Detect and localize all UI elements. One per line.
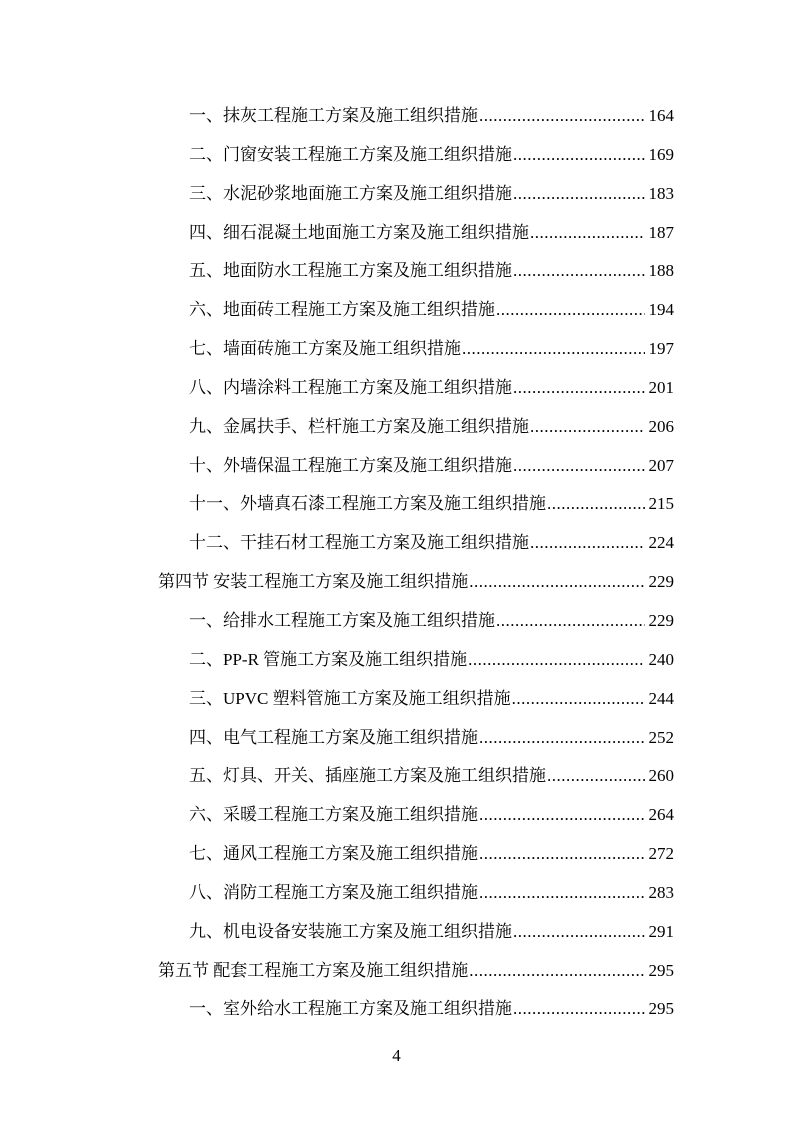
dot-leader	[469, 952, 645, 991]
toc-entry-page: 229	[648, 610, 674, 630]
toc-entry-title: 五、灯具、开关、插座施工方案及施工组织措施	[189, 766, 546, 786]
toc-entry[interactable]	[158, 602, 674, 641]
toc-entry[interactable]	[158, 447, 674, 486]
toc-entry[interactable]	[158, 252, 674, 291]
toc-entry[interactable]	[158, 524, 674, 563]
toc-entry[interactable]	[158, 97, 674, 136]
toc-entry-page: 187	[648, 222, 674, 242]
dot-leader	[530, 214, 645, 253]
toc-entry[interactable]	[158, 408, 674, 447]
toc-entry-page: 224	[648, 533, 674, 553]
toc-entry-title: 四、细石混凝土地面施工方案及施工组织措施	[189, 222, 529, 242]
table-of-contents	[158, 97, 674, 1029]
dot-leader	[512, 680, 645, 719]
toc-entry[interactable]	[158, 175, 674, 214]
toc-entry[interactable]	[158, 330, 674, 369]
dot-leader	[462, 330, 645, 369]
toc-entry[interactable]	[158, 796, 674, 835]
toc-entry-page: 183	[648, 183, 674, 203]
toc-entry[interactable]	[158, 913, 674, 952]
dot-leader	[469, 563, 645, 602]
toc-entry-page: 260	[648, 766, 674, 786]
toc-entry-page: 215	[648, 494, 674, 514]
toc-entry-title: 九、机电设备安装施工方案及施工组织措施	[189, 921, 512, 941]
toc-section-entry[interactable]	[158, 563, 674, 602]
toc-entry-title: 八、消防工程施工方案及施工组织措施	[189, 882, 478, 902]
toc-entry[interactable]	[158, 291, 674, 330]
toc-entry[interactable]	[158, 369, 674, 408]
toc-entry[interactable]	[158, 990, 674, 1029]
toc-entry-page: 206	[648, 416, 674, 436]
toc-entry-page: 164	[648, 106, 674, 125]
toc-entry-page: 197	[648, 339, 674, 359]
toc-entry[interactable]	[158, 214, 674, 253]
toc-entry-page: 201	[648, 377, 674, 397]
dot-leader	[513, 136, 645, 175]
toc-entry-page: 169	[648, 144, 674, 164]
toc-entry[interactable]	[158, 874, 674, 913]
page-number: 4	[392, 1046, 401, 1065]
dot-leader	[496, 291, 645, 330]
toc-entry[interactable]	[158, 136, 674, 175]
toc-entry[interactable]	[158, 835, 674, 874]
toc-entry-page: 229	[648, 572, 674, 592]
toc-entry-title: 十、外墙保温工程施工方案及施工组织措施	[189, 455, 512, 475]
dot-leader	[547, 757, 645, 796]
dot-leader	[479, 97, 645, 136]
dot-leader	[513, 175, 645, 214]
toc-entry-title: 六、采暖工程施工方案及施工组织措施	[189, 805, 478, 825]
toc-entry[interactable]	[158, 719, 674, 758]
toc-entry-title: 八、内墙涂料工程施工方案及施工组织措施	[189, 377, 512, 397]
dot-leader	[513, 252, 645, 291]
toc-entry-title: 九、金属扶手、栏杆施工方案及施工组织措施	[189, 416, 529, 436]
dot-leader	[513, 447, 645, 486]
toc-entry-title: 七、通风工程施工方案及施工组织措施	[189, 844, 478, 864]
dot-leader	[468, 641, 645, 680]
toc-entry-page: 240	[648, 649, 674, 669]
toc-entry-page: 295	[648, 999, 674, 1019]
toc-entry-page: 264	[648, 805, 674, 825]
toc-entry-title: 十一、外墙真石漆工程施工方案及施工组织措施	[189, 494, 546, 514]
toc-entry-title: 四、电气工程施工方案及施工组织措施	[189, 727, 478, 747]
toc-entry-page: 295	[648, 960, 674, 980]
toc-entry-page: 252	[648, 727, 674, 747]
toc-entry-title: 第四节 安装工程施工方案及施工组织措施	[158, 572, 469, 592]
toc-entry-page: 283	[648, 882, 674, 902]
dot-leader	[479, 796, 645, 835]
toc-entry-title: 二、PP-R 管施工方案及施工组织措施	[189, 649, 468, 669]
dot-leader	[547, 485, 645, 524]
dot-leader	[530, 524, 645, 563]
toc-entry-page: 188	[648, 261, 674, 281]
toc-entry-title: 十二、干挂石材工程施工方案及施工组织措施	[189, 533, 529, 553]
toc-entry-page: 207	[648, 455, 674, 475]
dot-leader	[496, 602, 645, 641]
toc-entry-title: 一、给排水工程施工方案及施工组织措施	[189, 610, 495, 630]
dot-leader	[513, 913, 645, 952]
toc-entry[interactable]	[158, 641, 674, 680]
toc-entry-page: 291	[648, 921, 674, 941]
toc-entry-title: 七、墙面砖施工方案及施工组织措施	[189, 339, 461, 359]
toc-entry[interactable]	[158, 757, 674, 796]
toc-entry-title: 二、门窗安装工程施工方案及施工组织措施	[189, 144, 512, 164]
toc-entry-title: 五、地面防水工程施工方案及施工组织措施	[189, 261, 512, 281]
toc-entry-title: 三、UPVC 塑料管施工方案及施工组织措施	[189, 688, 511, 708]
dot-leader	[530, 408, 645, 447]
toc-entry[interactable]	[158, 680, 674, 719]
toc-entry-title: 第五节 配套工程施工方案及施工组织措施	[158, 960, 469, 980]
toc-entry-page: 194	[648, 300, 674, 320]
dot-leader	[479, 835, 645, 874]
toc-entry-title: 一、室外给水工程施工方案及施工组织措施	[189, 999, 512, 1019]
dot-leader	[513, 369, 645, 408]
toc-entry-title: 一、抹灰工程施工方案及施工组织措施	[189, 106, 478, 125]
toc-entry-title: 六、地面砖工程施工方案及施工组织措施	[189, 300, 495, 320]
dot-leader	[479, 874, 645, 913]
dot-leader	[513, 990, 645, 1029]
dot-leader	[479, 719, 645, 758]
toc-section-entry[interactable]	[158, 952, 674, 991]
toc-entry-title: 三、水泥砂浆地面施工方案及施工组织措施	[189, 183, 512, 203]
toc-entry-page: 272	[648, 844, 674, 864]
toc-entry[interactable]	[158, 485, 674, 524]
toc-entry-page: 244	[648, 688, 674, 708]
